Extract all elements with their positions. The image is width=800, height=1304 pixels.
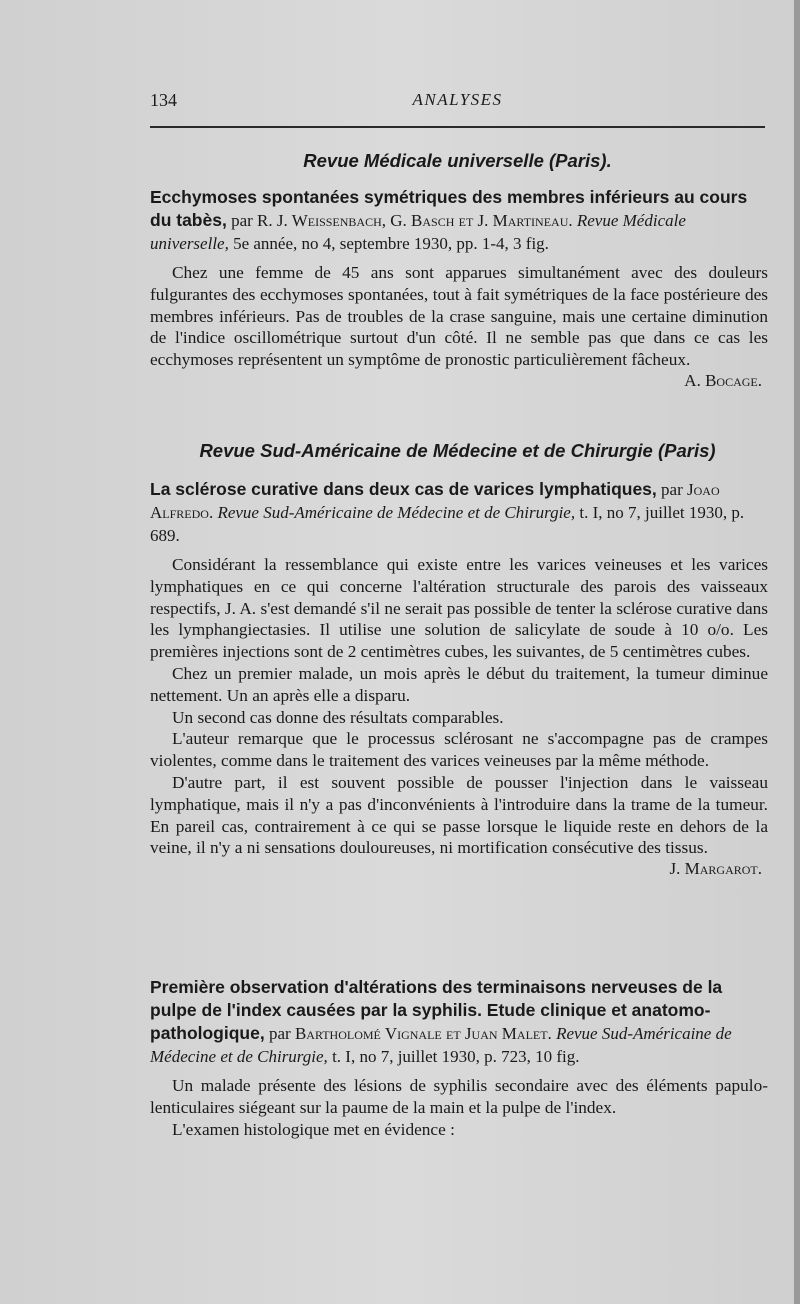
header-rule xyxy=(150,126,765,128)
article-citation xyxy=(150,478,768,547)
citation-prefix: par xyxy=(661,480,683,499)
page-number: 134 xyxy=(150,90,177,110)
citation-authors: R. J. Weissenbach, G. Basch et J. Martineau. xyxy=(257,211,573,230)
article-signature: A. Bocage. xyxy=(684,370,762,390)
article-ecchymoses xyxy=(150,186,768,391)
citation-details: t. I, no 7, juillet 1930, p. 689. xyxy=(150,503,745,545)
citation-journal: Revue Sud-Américaine de Médecine et de Chirurgie, xyxy=(150,1024,732,1066)
page-edge-shadow xyxy=(794,0,800,1304)
citation-details: 5e année, no 4, septembre 1930, pp. 1-4, 3 fig. xyxy=(233,234,549,253)
running-head: ANALYSES xyxy=(412,90,503,109)
section-heading-revue-medicale: Revue Médicale universelle (Paris). xyxy=(303,150,612,171)
article-citation xyxy=(150,186,768,255)
article-paragraph: Chez une femme de 45 ans sont apparues simultanément avec des douleurs fulgurantes des ecchymoses spontanées, tout à fait symétriques de la face postérieure des membres inférieurs. Pas de troubles de la crase sanguine, mais une certaine diminution de l'indice oscillométrique surtout d'un côté. Il ne semble pas que dans ce cas les ecchymoses représentent un symptôme de pronostic particulièrement fâcheux. xyxy=(150,263,768,370)
article-title: Première observation d'altérations des terminaisons nerveuses de la pulpe de l'index causées par la syphilis. Etude clinique et anatomo-pathologique, xyxy=(150,977,723,1043)
citation-authors: Joao Alfredo. xyxy=(150,480,720,522)
citation-journal: Revue Sud-Américaine de Médecine et de Chirurgie, xyxy=(217,503,576,522)
article-paragraph: Un malade présente des lésions de syphilis secondaire avec des éléments papulo-lenticulaires siégeant sur la paume de la main et la pulpe de l'index. xyxy=(150,1076,768,1117)
article-title: La sclérose curative dans deux cas de varices lymphatiques, xyxy=(150,479,657,499)
article-paragraph: L'examen histologique met en évidence : xyxy=(172,1119,455,1139)
citation-prefix: par xyxy=(231,211,253,230)
article-sclerose-curative xyxy=(150,478,768,879)
article-paragraph: Chez un premier malade, un mois après le début du traitement, la tumeur diminue nettement. Un an après elle a disparu. xyxy=(150,663,768,705)
citation-details: t. I, no 7, juillet 1930, p. 723, 10 fig. xyxy=(332,1047,580,1066)
citation-journal: Revue Médicale universelle, xyxy=(150,211,686,253)
article-paragraph: L'auteur remarque que le processus sclérosant ne s'accompagne pas de crampes violentes, comme dans le traitement des varices veineuses par la même méthode. xyxy=(150,729,768,771)
article-title: Ecchymoses spontanées symétriques des membres inférieurs au cours du tabès, xyxy=(150,187,748,230)
article-paragraph: Un second cas donne des résultats comparables. xyxy=(172,707,504,727)
citation-prefix: par xyxy=(268,1024,291,1043)
citation-authors: Bartholomé Vignale et Juan Malet. xyxy=(294,1024,552,1043)
article-paragraph: Considérant la ressemblance qui existe entre les varices veineuses et les varices lymphatiques en ce qui concerne l'altération structurale des parois des vaisseaux respectifs, J. A. s'est demandé s'il ne serait pas possible de tenter la sclérose curative dans les lymphangiectasies. Il utilise une solution de salicylate de soude à 10 o/o. Les premières injections sont de 2 centimètres cubes, les suivantes, de 5 centimètres cubes. xyxy=(150,555,768,662)
article-citation xyxy=(150,976,768,1068)
article-signature: J. Margarot. xyxy=(669,859,762,879)
article-terminaisons-nerveuses xyxy=(150,976,768,1140)
page-header xyxy=(150,90,765,114)
article-paragraph: D'autre part, il est souvent possible de pousser l'injection dans le vaisseau lymphatique, mais il n'y a pas d'inconvénients à l'introduire dans la trame de la tumeur. En pareil cas, contrairement à ce qui se passe lorsque le liquide reste en dehors de la veine, il n'y a ni sensations douloureuses, ni mortification consécutive des tissus. xyxy=(150,772,768,858)
section-heading-revue-sud-americaine: Revue Sud-Américaine de Médecine et de Chirurgie (Paris) xyxy=(199,440,716,461)
